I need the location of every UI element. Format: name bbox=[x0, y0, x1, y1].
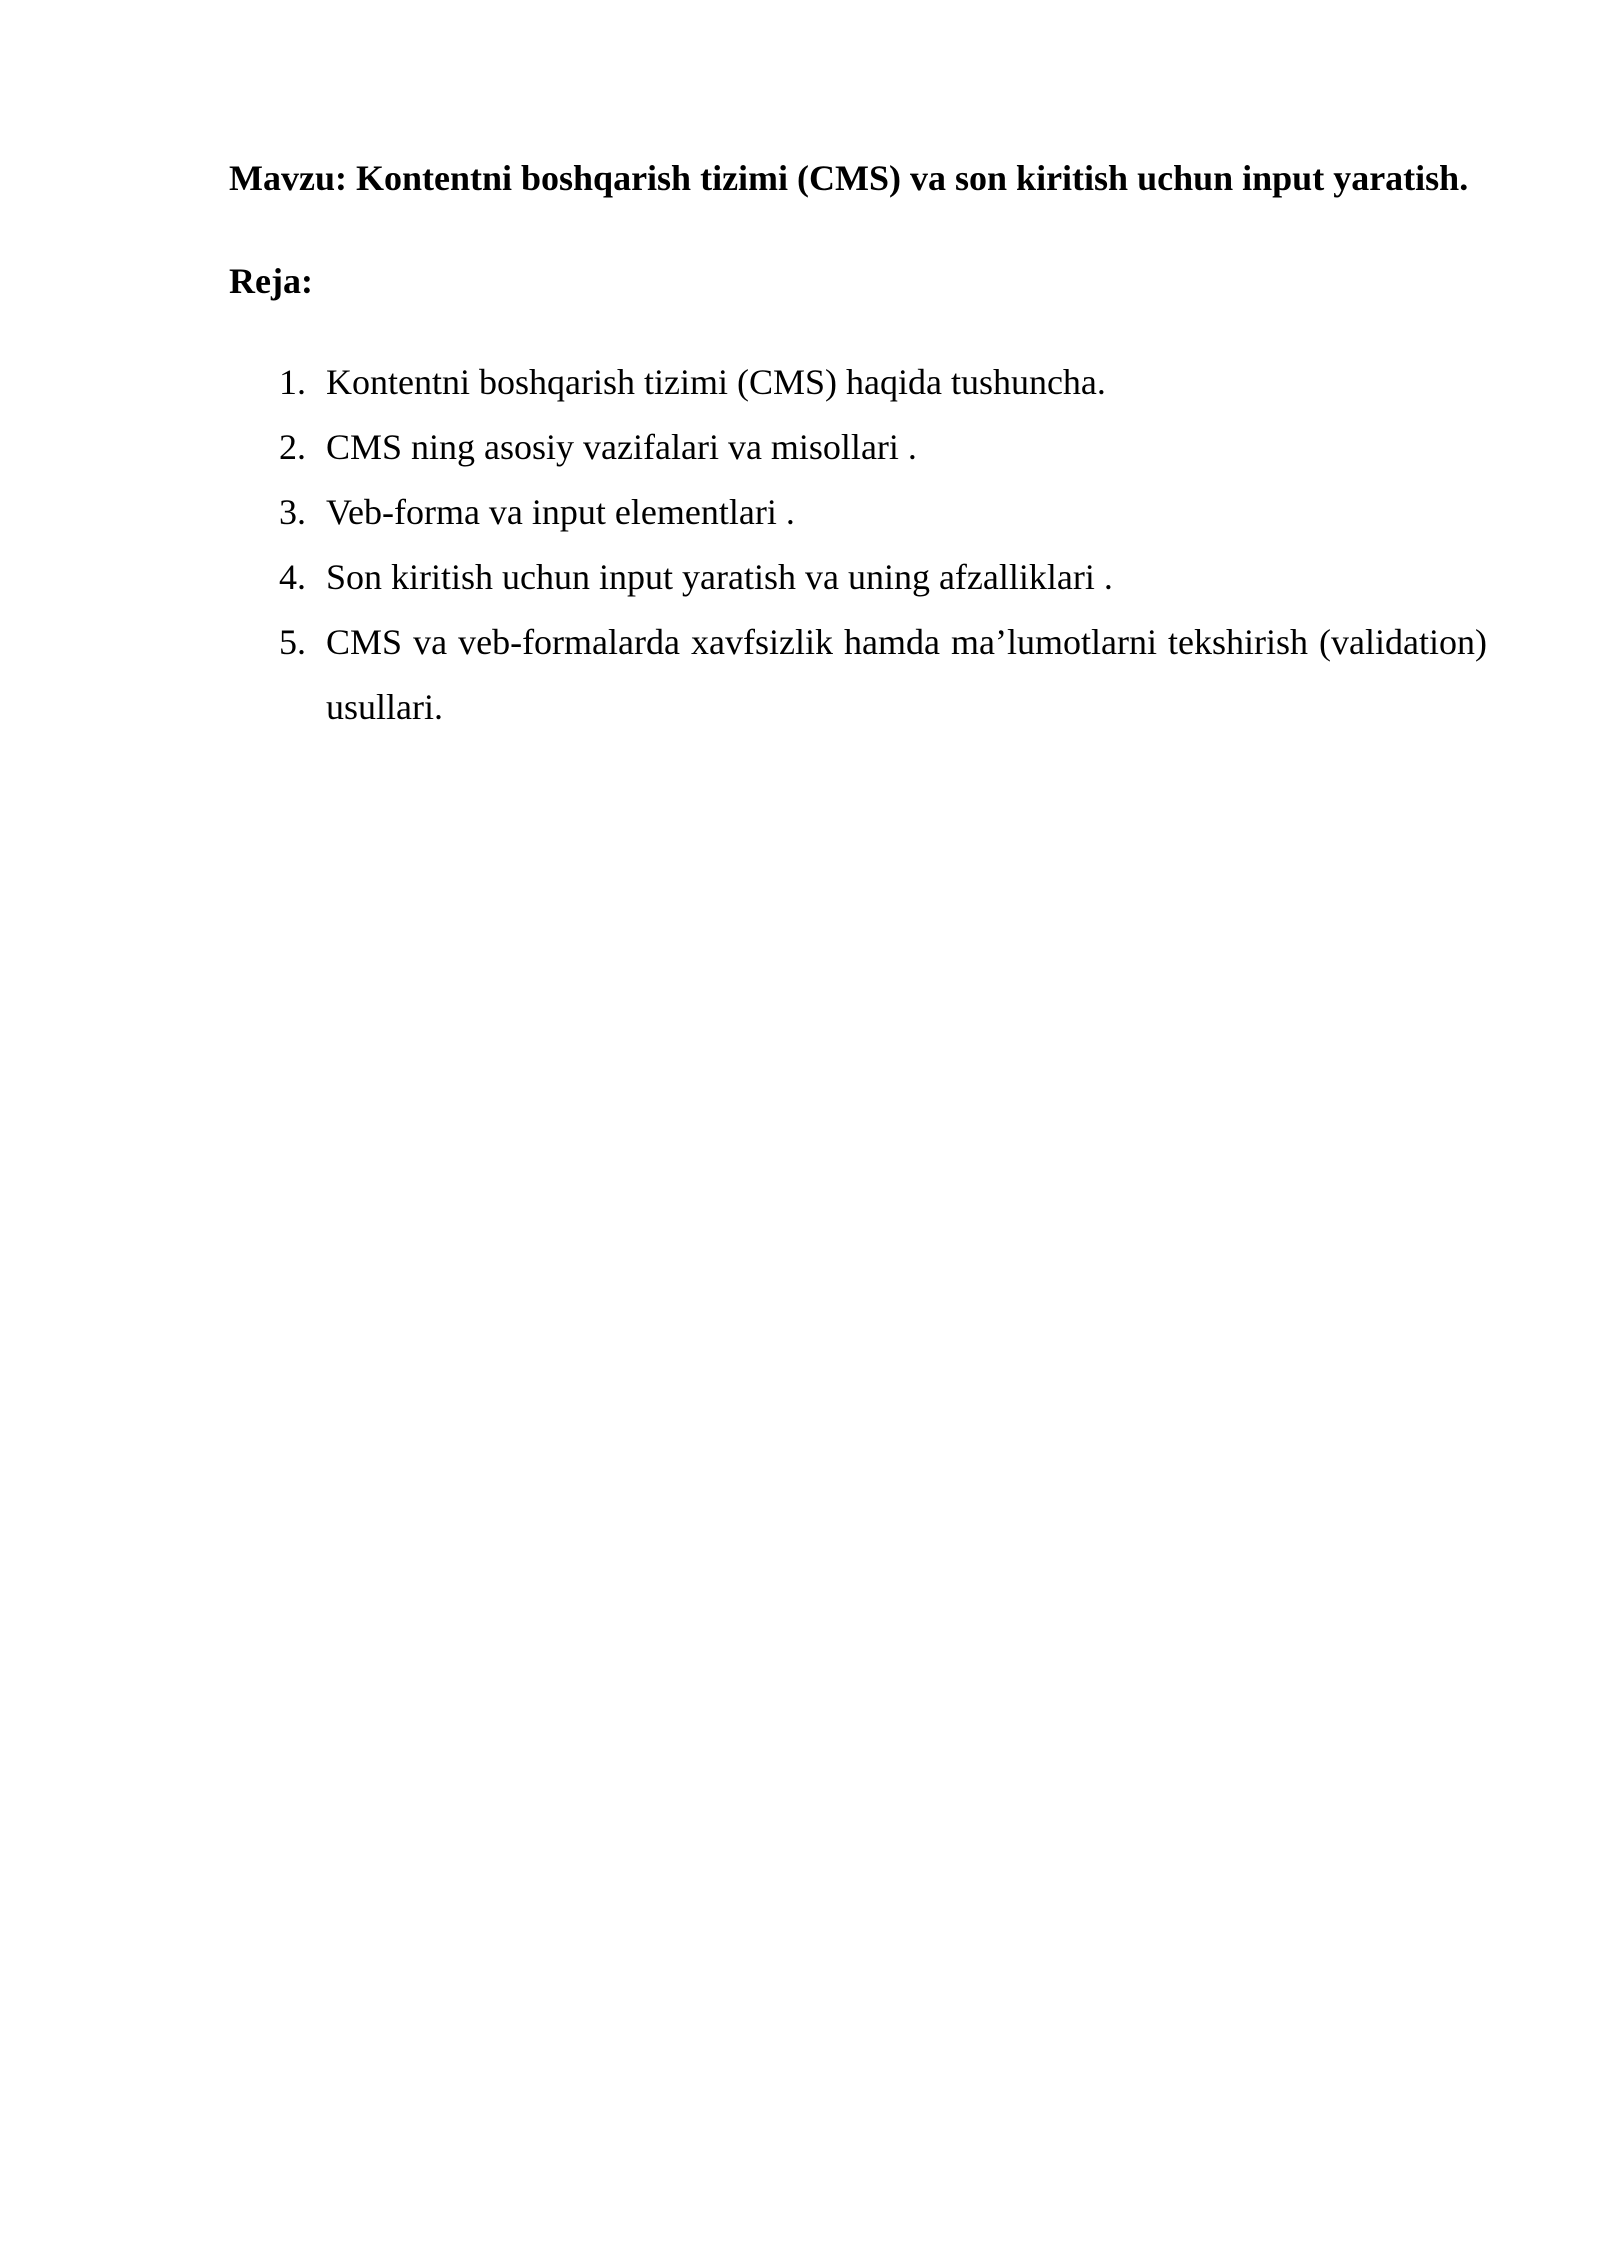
list-item-text: Son kiritish uchun input yaratish va uning afzalliklari . bbox=[326, 557, 1113, 597]
list-item-text: Veb-forma va input elementlari . bbox=[326, 492, 795, 532]
document-content bbox=[229, 146, 1487, 740]
list-item-number: 1. bbox=[279, 362, 306, 402]
list-item bbox=[229, 545, 1487, 610]
list-item-text: Kontentni boshqarish tizimi (CMS) haqida tushuncha. bbox=[326, 362, 1106, 402]
list-item-text: CMS va veb-formalarda xavfsizlik hamda ma’lumotlarni tekshirish (validation) usullari. bbox=[326, 622, 1487, 727]
plan-list bbox=[229, 350, 1487, 740]
list-item-number: 3. bbox=[279, 492, 306, 532]
list-item-number: 4. bbox=[279, 557, 306, 597]
topic-title: Mavzu: Kontentni boshqarish tizimi (CMS) va son kiritish uchun input yaratish. bbox=[229, 158, 1469, 198]
list-item bbox=[229, 415, 1487, 480]
list-item bbox=[229, 350, 1487, 415]
list-item bbox=[229, 610, 1487, 740]
list-item-text: CMS ning asosiy vazifalari va misollari . bbox=[326, 427, 917, 467]
list-item bbox=[229, 480, 1487, 545]
list-item-number: 5. bbox=[279, 622, 306, 662]
plan-heading: Reja: bbox=[229, 261, 313, 301]
list-item-number: 2. bbox=[279, 427, 306, 467]
